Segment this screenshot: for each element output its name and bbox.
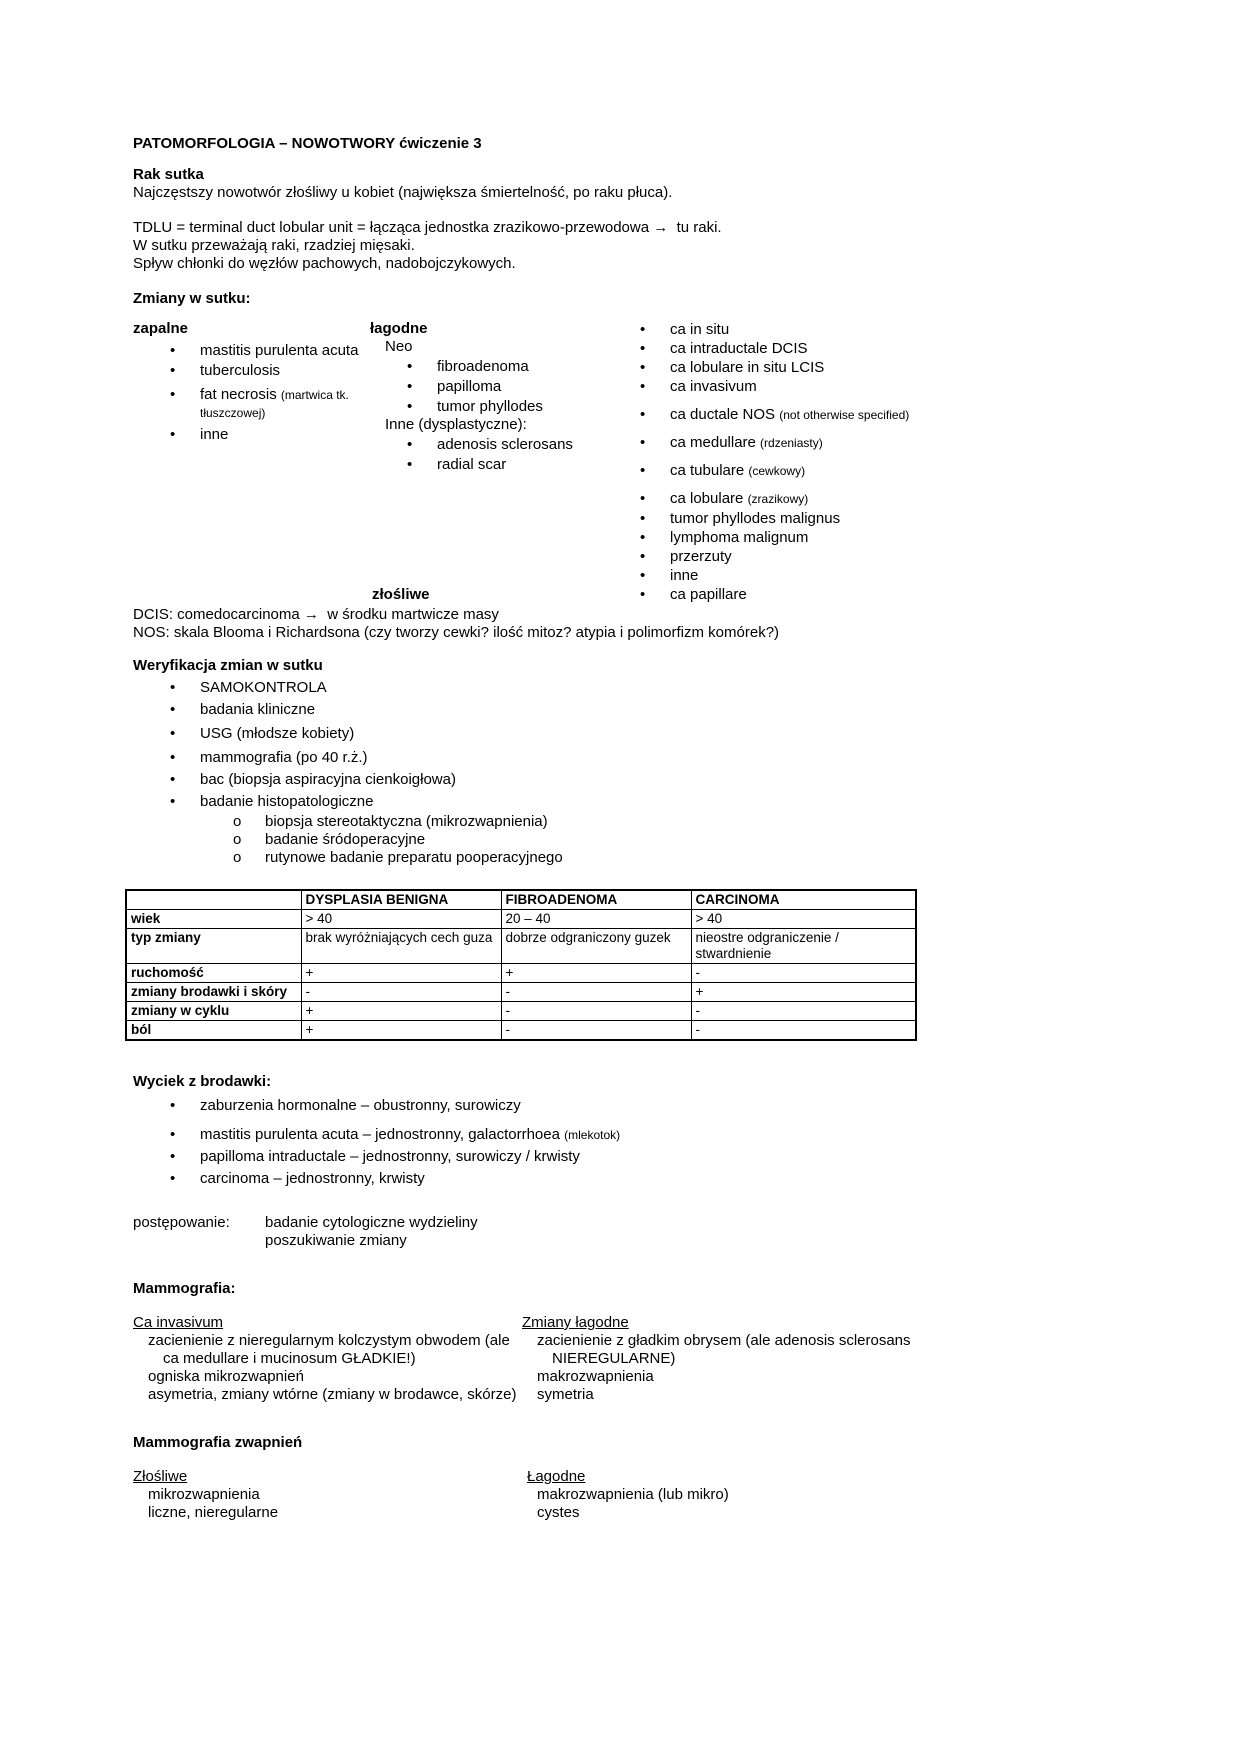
intro-block bbox=[133, 219, 1115, 273]
list-item-note: (rdzeniasty) bbox=[760, 436, 823, 450]
list-item-label: bac (biopsja aspiracyjna cienkoigłowa) bbox=[200, 771, 456, 788]
table-header-cell: FIBROADENOMA bbox=[501, 890, 691, 910]
text-line: ogniska mikrozwapnień bbox=[148, 1368, 304, 1385]
list-item-label: ca ductale NOS (not otherwise specified) bbox=[670, 406, 910, 423]
table-cell: nieostre odgraniczenie / stwardnienie bbox=[691, 929, 916, 964]
list-item-label: papilloma intraductale – jednostronny, surowiczy / krwisty bbox=[200, 1148, 580, 1165]
ca-invasivum-header: Ca invasivum bbox=[133, 1314, 224, 1331]
list-item bbox=[635, 548, 1115, 566]
table-cell: + bbox=[301, 1002, 501, 1021]
list-item-note: (zrazikowy) bbox=[747, 492, 809, 506]
list-item bbox=[133, 701, 1115, 719]
bullet-icon: • bbox=[170, 1126, 176, 1143]
circle-bullet-icon: o bbox=[233, 813, 242, 830]
list-item bbox=[133, 426, 370, 444]
text-line: makrozwapnienia (lub mikro) bbox=[537, 1486, 729, 1503]
list-item-note: (martwica tk. tłuszczowej) bbox=[200, 388, 349, 420]
sub-list-item-label: rutynowe badanie preparatu pooperacyjnego bbox=[265, 849, 563, 866]
list-item bbox=[370, 436, 635, 454]
zwapnienia-columns bbox=[133, 1468, 1115, 1522]
list-item bbox=[635, 567, 1115, 585]
list-item bbox=[370, 358, 635, 376]
column-zapalne-header: zapalne bbox=[133, 320, 189, 337]
bullet-icon: • bbox=[170, 386, 176, 403]
heading-mammografia: Mammografia: bbox=[133, 1280, 236, 1297]
list-item bbox=[133, 1126, 1115, 1144]
column-zlosliwe-list bbox=[635, 320, 1115, 604]
text-line: liczne, nieregularne bbox=[148, 1504, 279, 1521]
table-cell: - bbox=[501, 983, 691, 1002]
list-item-label: tuberculosis bbox=[200, 362, 281, 379]
bullet-icon: • bbox=[640, 567, 646, 584]
list-item-label: radial scar bbox=[437, 456, 507, 473]
bullet-icon: • bbox=[640, 406, 646, 423]
list-item-label: ca medullare (rdzeniasty) bbox=[670, 434, 823, 451]
list-item-label: przerzuty bbox=[670, 548, 732, 565]
list-item-note: (not otherwise specified) bbox=[779, 408, 910, 422]
sub-list-item bbox=[133, 813, 1115, 831]
table-cell: brak wyróżniających cech guza bbox=[301, 929, 501, 964]
heading-mammografia-zwapnien: Mammografia zwapnień bbox=[133, 1434, 303, 1451]
text-line: NIEREGULARNE) bbox=[552, 1350, 676, 1367]
table-cell: 20 – 40 bbox=[501, 910, 691, 929]
table-header-row bbox=[126, 890, 916, 910]
list-item bbox=[635, 462, 1115, 480]
list-item bbox=[133, 342, 370, 360]
zlosliwe-header: Złośliwe bbox=[133, 1468, 188, 1485]
table-cell: + bbox=[301, 1021, 501, 1041]
table-cell: > 40 bbox=[301, 910, 501, 929]
table-cell: - bbox=[301, 983, 501, 1002]
list-item bbox=[635, 586, 1115, 604]
list-item-label: fat necrosis (martwica tk. tłuszczowej) bbox=[200, 386, 349, 420]
bullet-icon: • bbox=[407, 378, 413, 395]
heading-zmiany-w-sutku: Zmiany w sutku: bbox=[133, 290, 251, 307]
postepowanie-line-1: badanie cytologiczne wydzieliny bbox=[265, 1214, 478, 1231]
list-item bbox=[133, 771, 1115, 789]
sub-list-item bbox=[133, 849, 1115, 867]
text-line: symetria bbox=[537, 1386, 594, 1403]
list-item-note: (cewkowy) bbox=[748, 464, 806, 478]
text-line: makrozwapnienia bbox=[537, 1368, 654, 1385]
heading-rak-sutka: Rak sutka bbox=[133, 166, 204, 183]
list-item-label: SAMOKONTROLA bbox=[200, 679, 327, 696]
text-line: cystes bbox=[537, 1504, 580, 1521]
list-item bbox=[635, 378, 1115, 396]
column-zapalne bbox=[133, 320, 370, 604]
zwapnienia-zlosliwe bbox=[133, 1468, 522, 1522]
table-row bbox=[126, 983, 916, 1002]
list-item-label: tumor phyllodes malignus bbox=[670, 510, 841, 527]
list-item-label: ca tubulare (cewkowy) bbox=[670, 462, 806, 479]
table-row-header: wiek bbox=[126, 910, 301, 929]
list-item bbox=[133, 1170, 1115, 1188]
list-item bbox=[133, 679, 1115, 697]
lagodne-inne-label: Inne (dysplastyczne): bbox=[385, 416, 527, 433]
bullet-icon: • bbox=[640, 462, 646, 479]
list-item bbox=[635, 406, 1115, 424]
zwapnienia-lagodne bbox=[522, 1468, 1115, 1522]
list-item bbox=[133, 1097, 1115, 1115]
list-item-label: carcinoma – jednostronny, krwisty bbox=[200, 1170, 425, 1187]
intro-line-4: Spływ chłonki do węzłów pachowych, nadobojczykowych. bbox=[133, 255, 516, 272]
table-cell: + bbox=[301, 964, 501, 983]
zmiany-lagodne-header: Zmiany łagodne bbox=[522, 1314, 629, 1331]
mammografia-columns bbox=[133, 1314, 1115, 1404]
bullet-icon: • bbox=[407, 398, 413, 415]
column-zlosliwe-header: złośliwe bbox=[372, 586, 430, 603]
table-cell: dobrze odgraniczony guzek bbox=[501, 929, 691, 964]
postepowanie-label: postępowanie: bbox=[133, 1214, 230, 1231]
list-item bbox=[370, 456, 635, 474]
text-line: asymetria, zmiany wtórne (zmiany w brodawce, skórze) bbox=[148, 1386, 517, 1403]
list-item-label: badanie histopatologiczne bbox=[200, 793, 374, 810]
bullet-icon: • bbox=[170, 1170, 176, 1187]
list-item-label: ca lobulare in situ LCIS bbox=[670, 359, 825, 376]
bullet-icon: • bbox=[407, 358, 413, 375]
bullet-icon: • bbox=[170, 1097, 176, 1114]
list-item-note: (mlekotok) bbox=[564, 1128, 621, 1142]
intro-line-3: W sutku przeważają raki, rzadziej mięsaki. bbox=[133, 237, 415, 254]
bullet-icon: • bbox=[170, 1148, 176, 1165]
intro-line-1: Najczęstszy nowotwór złośliwy u kobiet (największa śmiertelność, po raku płuca). bbox=[133, 184, 673, 201]
list-item bbox=[133, 793, 1115, 811]
table-cell: - bbox=[501, 1002, 691, 1021]
list-item bbox=[133, 1148, 1115, 1166]
text-line: ca medullare i mucinosum GŁADKIE!) bbox=[163, 1350, 416, 1367]
list-item-label: mastitis purulenta acuta – jednostronny, galactorrhoea (mlekotok) bbox=[200, 1126, 621, 1143]
table-cell: - bbox=[691, 964, 916, 983]
table-cell: > 40 bbox=[691, 910, 916, 929]
list-item bbox=[635, 490, 1115, 508]
list-item-label: zaburzenia hormonalne – obustronny, surowiczy bbox=[200, 1097, 521, 1114]
text-line: zacienienie z gładkim obrysem (ale adenosis sclerosans bbox=[537, 1332, 911, 1349]
bullet-icon: • bbox=[640, 378, 646, 395]
list-item bbox=[133, 362, 370, 380]
sub-list-item-label: badanie śródoperacyjne bbox=[265, 831, 426, 848]
list-item bbox=[133, 386, 370, 422]
bullet-icon: • bbox=[170, 679, 176, 696]
zmiany-columns bbox=[133, 320, 1115, 604]
list-item bbox=[133, 749, 1115, 767]
circle-bullet-icon: o bbox=[233, 849, 242, 866]
bullet-icon: • bbox=[640, 340, 646, 357]
table-header-cell: CARCINOMA bbox=[691, 890, 916, 910]
list-item-label: fibroadenoma bbox=[437, 358, 529, 375]
table-row-header: typ zmiany bbox=[126, 929, 301, 964]
bullet-icon: • bbox=[170, 701, 176, 718]
lagodne-neo-label: Neo bbox=[385, 338, 413, 355]
bullet-icon: • bbox=[640, 586, 646, 603]
list-item-label: inne bbox=[670, 567, 699, 584]
postepowanie-block bbox=[133, 1214, 1115, 1232]
heading-wyciek: Wyciek z brodawki: bbox=[133, 1073, 272, 1090]
list-item bbox=[370, 398, 635, 416]
list-item bbox=[635, 340, 1115, 358]
list-item-label: USG (młodsze kobiety) bbox=[200, 725, 355, 742]
list-item-label: ca intraductale DCIS bbox=[670, 340, 808, 357]
circle-bullet-icon: o bbox=[233, 831, 242, 848]
list-item-label: inne bbox=[200, 426, 229, 443]
list-item bbox=[370, 378, 635, 396]
list-item-label: badania kliniczne bbox=[200, 701, 316, 718]
list-item-label: adenosis sclerosans bbox=[437, 436, 573, 453]
bullet-icon: • bbox=[640, 321, 646, 338]
list-item bbox=[635, 359, 1115, 377]
text-line: mikrozwapnienia bbox=[148, 1486, 260, 1503]
bullet-icon: • bbox=[170, 342, 176, 359]
mammografia-ca-invasivum bbox=[133, 1314, 522, 1404]
nos-note-line: NOS: skala Blooma i Richardsona (czy tworzy cewki? ilość mitoz? atypia i polimorfizm komórek?) bbox=[133, 624, 780, 641]
list-item-label: ca lobulare (zrazikowy) bbox=[670, 490, 809, 507]
weryfikacja-list bbox=[133, 679, 1115, 867]
sub-list-item bbox=[133, 831, 1115, 849]
dcis-note-line: DCIS: comedocarcinoma → w środku martwicze masy bbox=[133, 606, 499, 623]
table-row bbox=[126, 964, 916, 983]
table-row-header: ból bbox=[126, 1021, 301, 1041]
mammografia-zmiany-lagodne bbox=[522, 1314, 1115, 1404]
list-item-label: ca invasivum bbox=[670, 378, 757, 395]
bullet-icon: • bbox=[640, 510, 646, 527]
wyciek-list bbox=[133, 1097, 1115, 1188]
table-row bbox=[126, 910, 916, 929]
table-row-header: zmiany brodawki i skóry bbox=[126, 983, 301, 1002]
bullet-icon: • bbox=[640, 359, 646, 376]
bullet-icon: • bbox=[407, 456, 413, 473]
page-title: PATOMORFOLOGIA – NOWOTWORY ćwiczenie 3 bbox=[133, 135, 482, 152]
bullet-icon: • bbox=[640, 548, 646, 565]
list-item-label: ca papillare bbox=[670, 586, 747, 603]
table-row-header: zmiany w cyklu bbox=[126, 1002, 301, 1021]
table-cell: - bbox=[501, 1021, 691, 1041]
list-item-label: papilloma bbox=[437, 378, 502, 395]
table-row bbox=[126, 929, 916, 964]
column-lagodne-header: łagodne bbox=[370, 320, 428, 337]
list-item bbox=[635, 321, 1115, 339]
text-line: zacienienie z nieregularnym kolczystym obwodem (ale bbox=[148, 1332, 510, 1349]
list-item-label: mammografia (po 40 r.ż.) bbox=[200, 749, 368, 766]
list-item-label: lymphoma malignum bbox=[670, 529, 809, 546]
table-cell: - bbox=[691, 1021, 916, 1041]
table-header-cell: DYSPLASIA BENIGNA bbox=[301, 890, 501, 910]
bullet-icon: • bbox=[170, 725, 176, 742]
table-cell: - bbox=[691, 1002, 916, 1021]
list-item-label: mastitis purulenta acuta bbox=[200, 342, 359, 359]
bullet-icon: • bbox=[170, 749, 176, 766]
table-row bbox=[126, 1021, 916, 1041]
list-item bbox=[133, 725, 1115, 743]
bullet-icon: • bbox=[170, 426, 176, 443]
bullet-icon: • bbox=[407, 436, 413, 453]
list-item-label: ca in situ bbox=[670, 321, 730, 338]
bullet-icon: • bbox=[170, 793, 176, 810]
list-item-label: tumor phyllodes bbox=[437, 398, 543, 415]
list-item bbox=[635, 529, 1115, 547]
intro-line-2: TDLU = terminal duct lobular unit = łącząca jednostka zrazikowo-przewodowa → tu raki. bbox=[133, 219, 722, 236]
bullet-icon: • bbox=[170, 362, 176, 379]
table-cell: + bbox=[501, 964, 691, 983]
bullet-icon: • bbox=[170, 771, 176, 788]
table-row bbox=[126, 1002, 916, 1021]
heading-weryfikacja: Weryfikacja zmian w sutku bbox=[133, 657, 323, 674]
bullet-icon: • bbox=[640, 434, 646, 451]
column-lagodne bbox=[370, 320, 635, 604]
table-row-header: ruchomość bbox=[126, 964, 301, 983]
table-header-cell bbox=[126, 890, 301, 910]
list-item bbox=[635, 434, 1115, 452]
postepowanie-line-2: poszukiwanie zmiany bbox=[265, 1232, 407, 1249]
lagodne-header: Łagodne bbox=[527, 1468, 586, 1485]
comparison-table bbox=[125, 889, 917, 1041]
bullet-icon: • bbox=[640, 490, 646, 507]
sub-list-item-label: biopsja stereotaktyczna (mikrozwapnienia) bbox=[265, 813, 548, 830]
list-item bbox=[635, 510, 1115, 528]
table-cell: + bbox=[691, 983, 916, 1002]
bullet-icon: • bbox=[640, 529, 646, 546]
